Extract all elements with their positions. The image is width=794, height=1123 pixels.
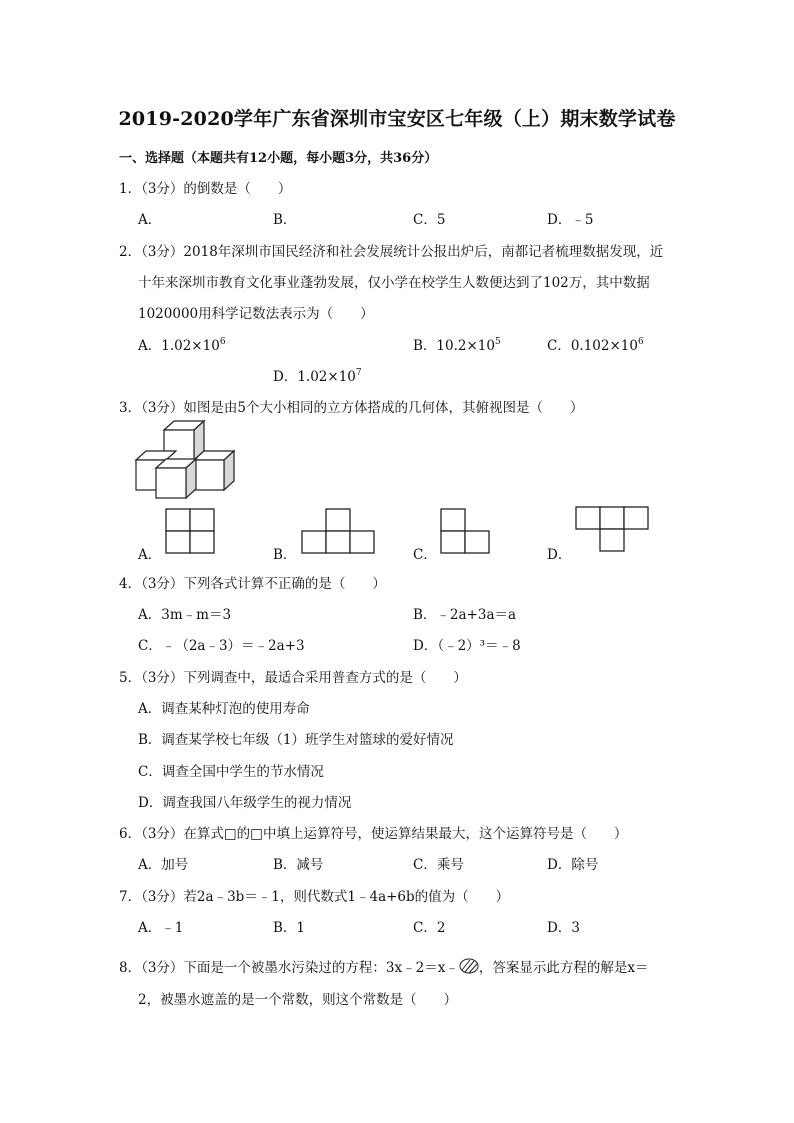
question-3-option-d: D． [547,547,572,563]
question-4-option-d: D．（﹣2）³＝﹣8 [413,638,521,654]
question-2-line-1: 2．（3分）2018年深圳市国民经济和社会发展统计公报出炉后，南都记者梳理数据发现，近 [119,244,664,260]
question-2-line-3: 1020000用科学记数法表示为（ ） [138,306,374,322]
question-2-option-c: C．$0.102\times 10^6$ [547,337,644,354]
question-1-option-b: B． [273,212,297,228]
question-4-option-a: A．3m﹣m＝3 [138,607,232,623]
option-c-view-diagram [441,509,489,553]
question-7-option-d: D．3 [547,920,580,936]
question-1-option-c: C．5 [413,212,446,228]
question-6-stem: 6．（3分）在算式□的□中填上运算符号，使运算结果最大，这个运算符号是（ ） [119,826,628,842]
cube-solid-figure [136,420,236,500]
question-2-line-2: 十年来深圳市教育文化事业蓬勃发展，仅小学在校学生人数便达到了102万，其中数据 [138,275,650,291]
question-8-line-1: 8．（3分）下面是一个被墨水污染过的方程：3x﹣2＝x﹣ ，答案显示此方程的解是x＝ [119,960,649,976]
question-3-option-b: B． [273,547,297,563]
question-5-option-c: C．调查全国中学生的节水情况 [138,764,324,780]
option-b-view-diagram [302,509,374,553]
option-a-view-diagram [166,509,214,553]
question-5-stem: 5．（3分）下列调查中，最适合采用普查方式的是（ ） [119,670,467,686]
question-5-option-b: B．调查某学校七年级（1）班学生对篮球的爱好情况 [138,732,454,748]
question-7-option-c: C．2 [413,920,446,936]
question-3-option-c: C． [413,547,437,563]
question-7-stem: 7．（3分）若2a﹣3b＝﹣1，则代数式1﹣4a+6b的值为（ ） [119,889,510,905]
option-d-view-diagram [576,507,648,551]
question-4-option-c: C．﹣（2a﹣3）＝﹣2a+3 [138,638,305,654]
question-3-option-a: A． [138,547,162,563]
question-3-stem: 3．（3分）如图是由5个大小相同的立方体搭成的几何体，其俯视图是（ ） [119,400,584,416]
question-8-line-2: 2，被墨水遮盖的是一个常数，则这个常数是（ ） [138,992,458,1008]
question-7-option-a: A．﹣1 [138,920,184,936]
question-6-option-a: A．加号 [138,857,189,873]
page-title: 2019-2020学年广东省深圳市宝安区七年级（上）期末数学试卷 [118,108,676,130]
question-7-option-b: B．1 [273,920,306,936]
question-2-option-d: D．$1.02\times 10^7$ [273,368,362,385]
question-1-option-d: D．﹣5 [547,212,594,228]
question-4-option-b: B．﹣2a+3a＝a [413,607,517,623]
question-4-stem: 4．（3分）下列各式计算不正确的是（ ） [119,576,386,592]
question-2-option-a: A．$1.02\times 10^6$ [138,337,226,354]
question-6-option-c: C．乘号 [413,857,464,873]
question-1-option-a: A． [138,212,162,228]
question-6-option-d: D．除号 [547,857,599,873]
question-6-option-b: B．减号 [273,857,324,873]
section-heading: 一、选择题（本题共有12小题，每小题3分，共36分） [119,151,438,166]
ink-blot-icon [459,958,479,974]
question-2-option-b: B．$10.2\times 10^5$ [413,337,501,354]
question-5-option-a: A．调查某种灯泡的使用寿命 [138,701,310,717]
question-5-option-d: D．调查我国八年级学生的视力情况 [138,795,352,811]
question-1-stem: 1．（3分）的倒数是（ ） [119,181,292,197]
